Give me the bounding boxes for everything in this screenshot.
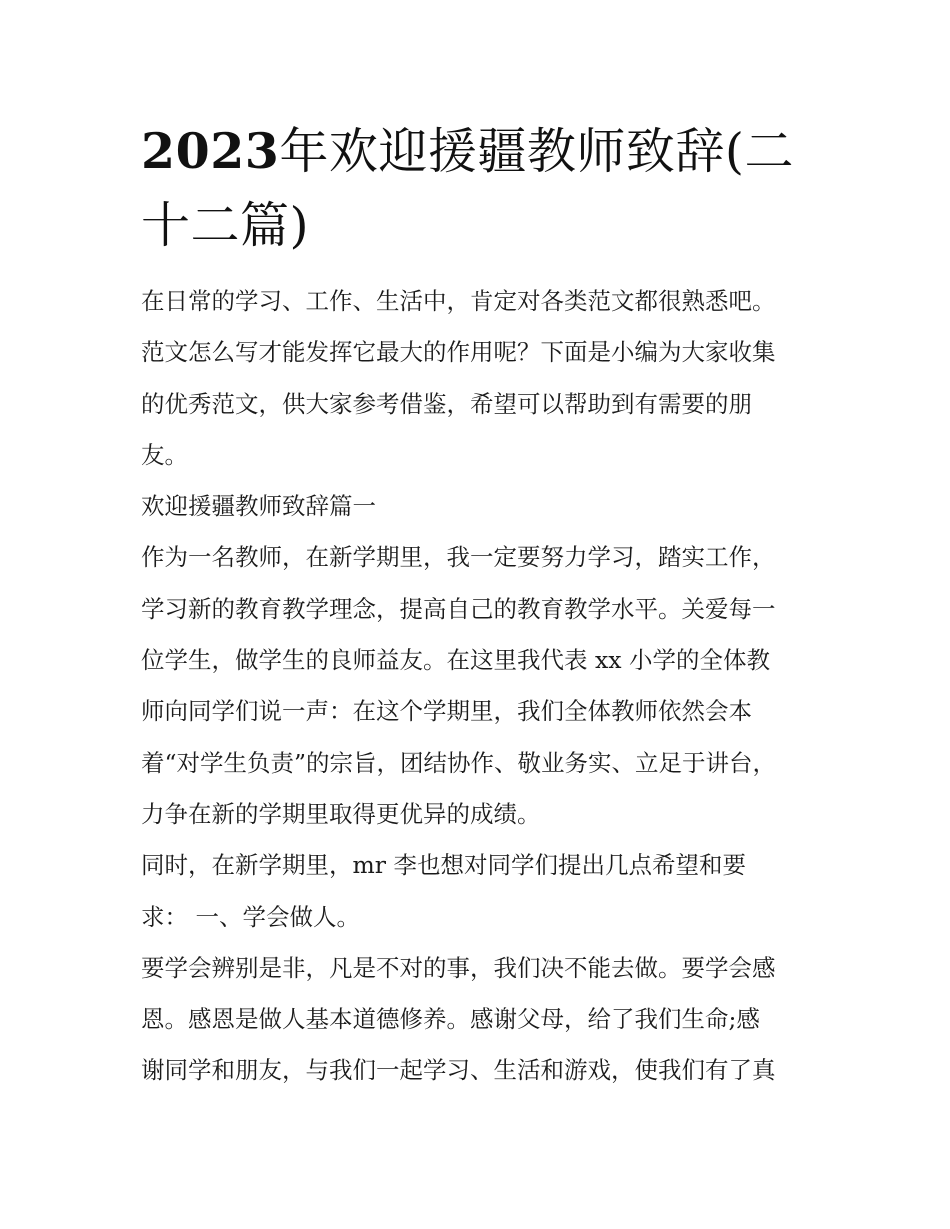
body-line: 恩。感恩是做人基本道德修养。感谢父母，给了我们生命;感	[141, 1005, 760, 1034]
title-line-1-text: 年欢迎援疆教师致辞(二	[279, 123, 795, 180]
body-line: 求： 一、学会做人。	[141, 902, 360, 931]
title-year: 2023	[141, 122, 280, 180]
body-line: 范文怎么写才能发挥它最大的作用呢？下面是小编为大家收集	[141, 338, 776, 367]
body-line: 的优秀范文，供大家参考借鉴，希望可以帮助到有需要的朋	[141, 389, 752, 418]
body-line: 在日常的学习、工作、生活中，肯定对各类范文都很熟悉吧。	[141, 287, 776, 315]
body-line: 师向同学们说一声：在这个学期里，我们全体教师依然会本	[141, 697, 752, 726]
document-body	[141, 276, 813, 1097]
body-line: 作为一名教师，在新学期里，我一定要努力学习，踏实工作，	[141, 543, 776, 572]
body-line: 友。	[141, 440, 188, 469]
body-line: 力争在新的学期里取得更优异的成绩。	[141, 799, 541, 828]
section-heading: 欢迎援疆教师致辞篇一	[141, 492, 376, 521]
body-line: 同时，在新学期里，mr 李也想对同学们提出几点希望和要	[141, 851, 746, 880]
body-line: 位学生，做学生的良师益友。在这里我代表 xx 小学的全体教	[141, 646, 770, 675]
title-line-2-text: 十二篇)	[141, 197, 310, 254]
document-title	[141, 114, 821, 263]
body-line: 着“对学生负责”的宗旨，团结协作、敬业务实、立足于讲台，	[141, 748, 777, 777]
body-line: 学习新的教育教学理念，提高自己的教育教学水平。关爱每一	[141, 594, 776, 623]
body-line: 谢同学和朋友，与我们一起学习、生活和游戏，使我们有了真	[141, 1056, 776, 1085]
body-line: 要学会辨别是非，凡是不对的事，我们决不能去做。要学会感	[141, 953, 776, 982]
